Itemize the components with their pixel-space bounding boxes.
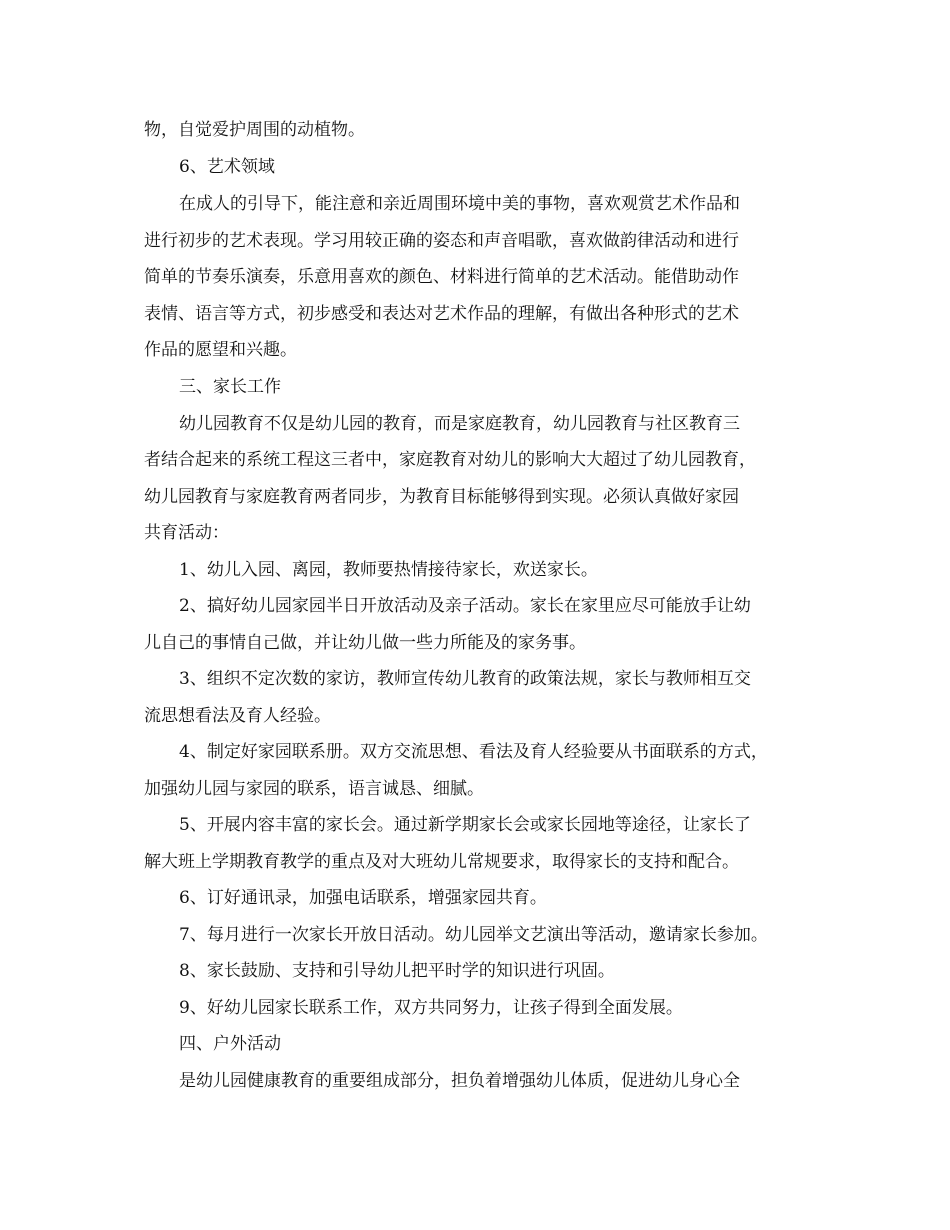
text-line: 流思想看法及育人经验。 xyxy=(144,706,331,726)
section-heading: 四、户外活动 xyxy=(179,1034,281,1054)
list-item: 1、幼儿入园、离园，教师要热情接待家长，欢送家长。 xyxy=(179,560,598,580)
list-item: 6、订好通讯录，加强电话联系，增强家园共育。 xyxy=(179,888,547,908)
text-line: 者结合起来的系统工程这三者中，家庭教育对幼儿的影响大大超过了幼儿园教育， xyxy=(144,450,756,470)
list-item: 4、制定好家园联系册。双方交流思想、看法及育人经验要从书面联系的方式， xyxy=(179,742,768,762)
section-heading: 6、艺术领域 xyxy=(179,157,275,177)
text-line: 加强幼儿园与家园的联系，语言诚恳、细腻。 xyxy=(144,779,484,799)
list-item: 5、开展内容丰富的家长会。通过新学期家长会或家长园地等途径，让家长了 xyxy=(179,815,751,835)
text-line: 解大班上学期教育教学的重点及对大班幼儿常规要求，取得家长的支持和配合。 xyxy=(144,852,739,872)
text-line: 幼儿园教育与家庭教育两者同步，为教育目标能够得到实现。必须认真做好家园 xyxy=(144,487,739,507)
text-line: 在成人的引导下，能注意和亲近周围环境中美的事物，喜欢观赏艺术作品和 xyxy=(179,194,740,214)
list-item: 7、每月进行一次家长开放日活动。幼儿园举文艺演出等活动，邀请家长参加。 xyxy=(179,925,768,945)
text-line: 共育活动： xyxy=(144,523,229,543)
list-item: 8、家长鼓励、支持和引导幼儿把平时学的知识进行巩固。 xyxy=(179,961,615,981)
list-item: 2、搞好幼儿园家园半日开放活动及亲子活动。家长在家里应尽可能放手让幼 xyxy=(179,596,751,616)
text-line: 物，自觉爱护周围的动植物。 xyxy=(144,120,365,140)
list-item: 9、好幼儿园家长联系工作，双方共同努力，让孩子得到全面发展。 xyxy=(179,998,683,1018)
text-line: 是幼儿园健康教育的重要组成部分，担负着增强幼儿体质，促进幼儿身心全 xyxy=(179,1071,740,1091)
text-line: 儿自己的事情自己做，并让幼儿做一些力所能及的家务事。 xyxy=(144,633,586,653)
list-item: 3、组织不定次数的家访，教师宣传幼儿教育的政策法规，家长与教师相互交 xyxy=(179,669,751,689)
section-heading: 三、家长工作 xyxy=(179,377,281,397)
text-line: 简单的节奏乐演奏，乐意用喜欢的颜色、材料进行简单的艺术活动。能借助动作 xyxy=(144,267,739,287)
text-line: 作品的愿望和兴趣。 xyxy=(144,340,297,360)
text-line: 幼儿园教育不仅是幼儿园的教育，而是家庭教育，幼儿园教育与社区教育三 xyxy=(179,414,740,434)
text-line: 表情、语言等方式，初步感受和表达对艺术作品的理解，有做出各种形式的艺术 xyxy=(144,304,739,324)
text-line: 进行初步的艺术表现。学习用较正确的姿态和声音唱歌，喜欢做韵律活动和进行 xyxy=(144,231,739,251)
